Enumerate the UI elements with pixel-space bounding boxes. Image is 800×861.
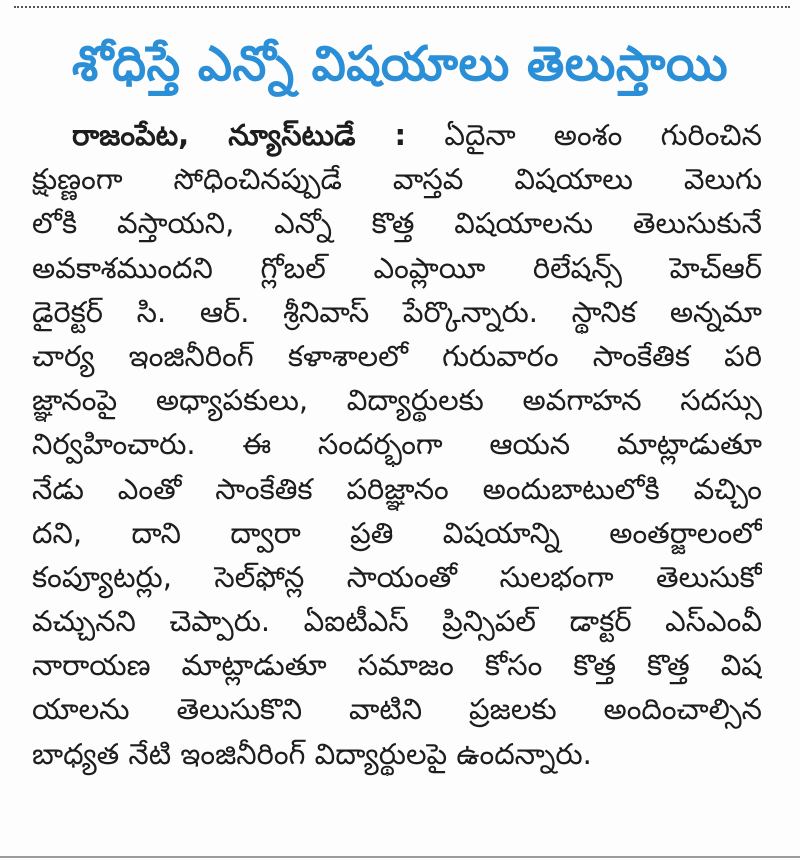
article-line: అవకాశముందని గ్లోబల్ ఎంప్లాయీ రిలేషన్స్ హెచ్‌ఆర్ [32,250,762,285]
line-text: ఏదైనా అంశం గురించిన [444,118,762,152]
article-line: నేడు ఎంతో సాంకేతిక పరిజ్ఞానం అందుబాటులోకి వచ్చిం [32,471,762,506]
article-line: వచ్చునని చెప్పారు. ఏఐటీఎస్ ప్రిన్సిపల్ డాక్టర్ ఎస్‌ఎంవీ [32,604,762,639]
article-line: క్షుణ్ణంగా సోధించినప్పుడే వాస్తవ విషయాలు వెలుగు [32,162,762,197]
article-line: జ్ఞానంపై అధ్యాపకులు, విద్యార్థులకు అవగాహన సదస్సు [32,383,762,418]
article-line: డైరెక్టర్ సి. ఆర్. శ్రీనివాస్ పేర్కొన్నారు. స్థానిక అన్నమా [32,294,762,329]
article-line: కంప్యూటర్లు, సెల్‌ఫోన్ల సాయంతో సులభంగా తెలుసుకో [32,559,762,594]
dateline: రాజంపేట, న్యూస్‌టుడే : [72,118,407,152]
article-line: చార్య ఇంజినీరింగ్ కళాశాలలో గురువారం సాంకేతిక పరి [32,338,762,373]
top-dotted-rule [14,6,790,8]
article-line: యాలను తెలుసుకొని వాటిని ప్రజలకు అందించాల్సిన [32,692,762,727]
article-line: లోకి వస్తాయని, ఎన్నో కొత్త విషయాలను తెలుసుకునే [32,206,762,241]
article-line: దని, దాని ద్వారా ప్రతి విషయాన్ని అంతర్జాలంలో [32,515,762,550]
article-body [32,113,762,776]
article-line: నారాయణ మాట్లాడుతూ సమాజం కోసం కొత్త కొత్త విష [32,648,762,683]
article-line: బాధ్యత నేటి ఇంజినీరింగ్ విద్యార్థులపై ఉందన్నారు. [32,736,592,771]
article-line [32,113,762,157]
headline: శోధిస్తే ఎన్నో విషయాలు తెలుస్తాయి [71,36,729,92]
article-line: నిర్వహించారు. ఈ సందర్భంగా ఆయన మాట్లాడుతూ [32,427,762,462]
bottom-rule [0,856,800,858]
